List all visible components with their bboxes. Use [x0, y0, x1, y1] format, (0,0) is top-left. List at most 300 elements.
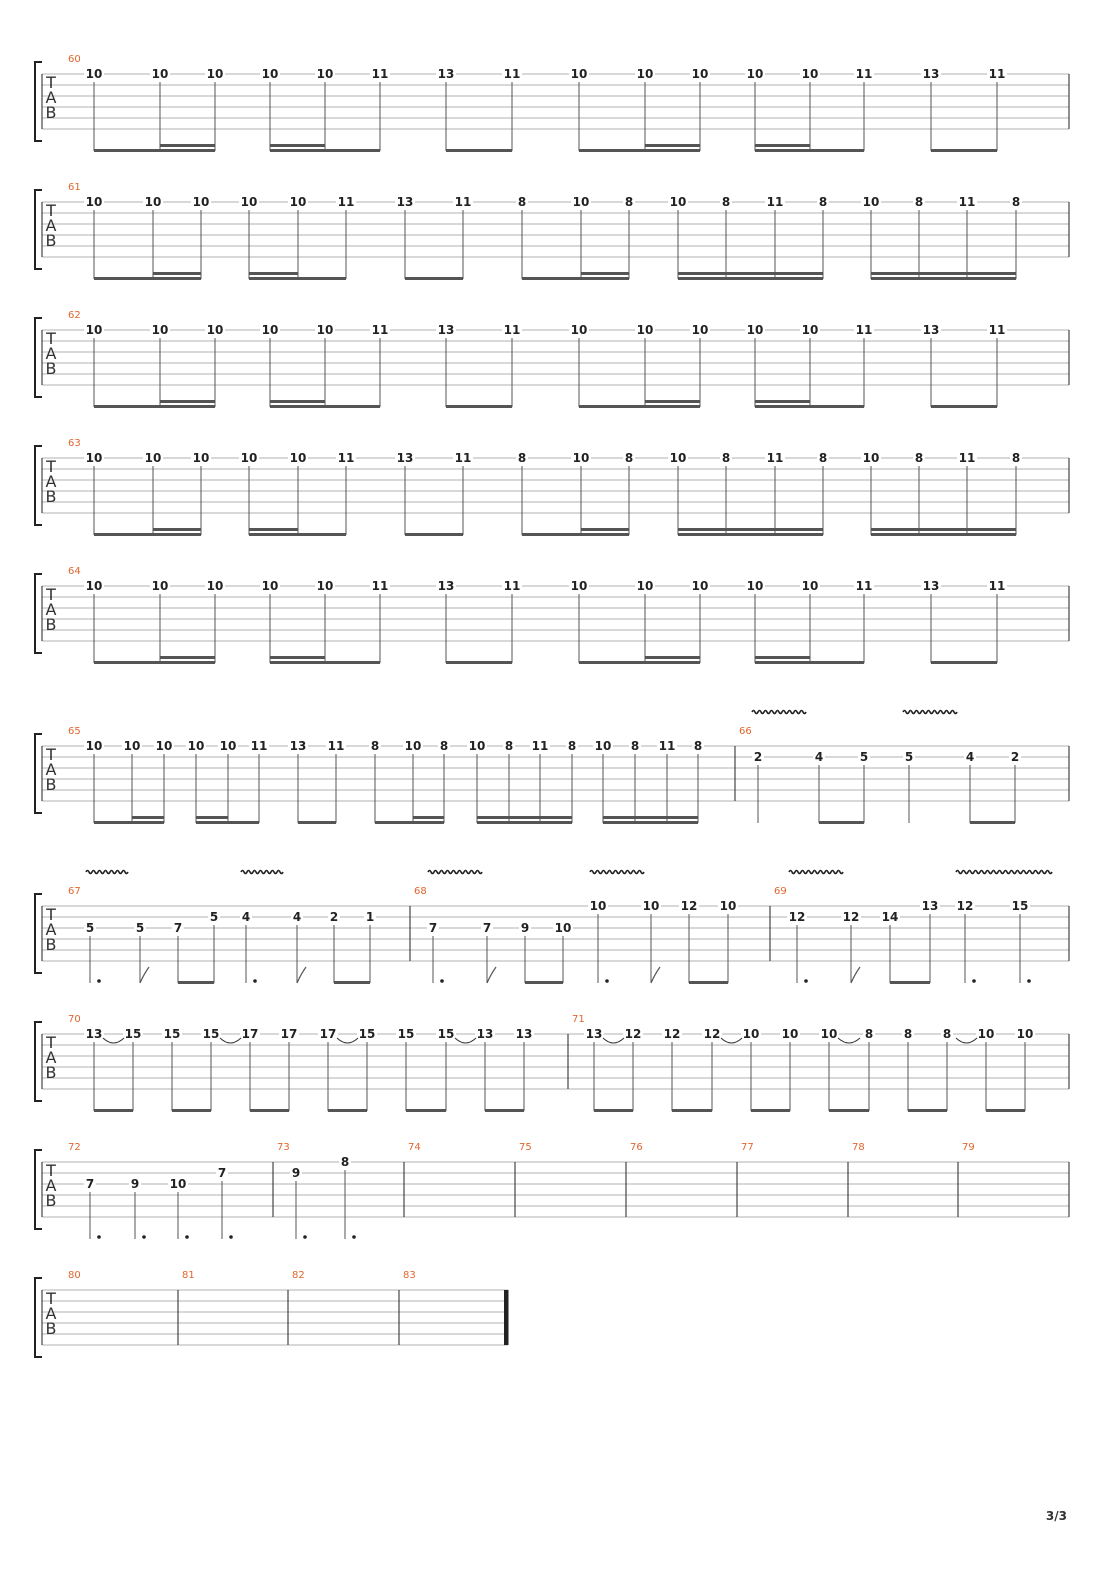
tie-arc	[838, 1038, 860, 1043]
beam	[579, 661, 700, 664]
beam	[153, 528, 201, 531]
beam	[249, 277, 346, 280]
fret-number: 8	[624, 195, 634, 209]
beam	[94, 661, 215, 664]
fret-number: 10	[85, 451, 103, 465]
measure-number: 61	[68, 182, 81, 193]
beam	[270, 400, 325, 403]
fret-number: 12	[663, 1027, 681, 1041]
tie-arc	[603, 1038, 624, 1043]
fret-number: 10	[746, 323, 764, 337]
beam	[678, 277, 823, 280]
fret-number: 10	[669, 451, 687, 465]
tab-clef-letter: T	[46, 457, 56, 476]
system-bracket	[35, 1150, 42, 1229]
fret-number: 10	[240, 195, 258, 209]
fret-number: 9	[520, 921, 530, 935]
fret-number: 10	[589, 899, 607, 913]
fret-number: 10	[261, 67, 279, 81]
fret-number: 17	[280, 1027, 298, 1041]
tab-clef-letter: T	[46, 73, 56, 92]
beam	[931, 405, 997, 408]
measure-number: 81	[182, 1270, 195, 1281]
dot	[97, 1235, 101, 1239]
dot	[253, 979, 257, 983]
tab-system	[35, 1022, 1069, 1112]
fret-number: 10	[801, 579, 819, 593]
measure-number: 63	[68, 438, 81, 449]
fret-number: 10	[123, 739, 141, 753]
fret-number: 10	[85, 195, 103, 209]
fret-number: 5	[904, 750, 914, 764]
fret-number: 8	[903, 1027, 913, 1041]
beam	[196, 816, 228, 819]
fret-number: 2	[329, 910, 339, 924]
fret-number: 7	[217, 1166, 227, 1180]
measure-number: 78	[852, 1142, 865, 1153]
fret-number: 5	[209, 910, 219, 924]
fret-number: 13	[922, 579, 940, 593]
beam	[249, 533, 346, 536]
flag	[487, 967, 496, 983]
fret-number: 11	[988, 323, 1006, 337]
vibrato-mark	[86, 871, 128, 874]
measure-number: 69	[774, 886, 787, 897]
dot	[97, 979, 101, 983]
beam	[755, 144, 810, 147]
fret-number: 13	[922, 67, 940, 81]
fret-number: 8	[721, 195, 731, 209]
fret-number: 11	[454, 451, 472, 465]
tie-arc	[721, 1038, 742, 1043]
flag	[297, 967, 306, 983]
fret-number: 10	[746, 67, 764, 81]
beam	[755, 656, 810, 659]
vibrato-mark	[789, 871, 843, 874]
measure-number: 82	[292, 1270, 305, 1281]
fret-number: 10	[781, 1027, 799, 1041]
fret-number: 10	[862, 195, 880, 209]
beam	[890, 981, 930, 984]
system-bracket	[35, 62, 42, 141]
fret-number: 12	[956, 899, 974, 913]
beam	[581, 272, 629, 275]
fret-number: 10	[192, 195, 210, 209]
beam	[446, 661, 512, 664]
tie-arc	[956, 1038, 977, 1043]
measure-number: 76	[630, 1142, 643, 1153]
fret-number: 10	[169, 1177, 187, 1191]
fret-number: 10	[570, 67, 588, 81]
fret-number: 10	[746, 579, 764, 593]
tab-system	[35, 711, 1069, 825]
tab-system	[35, 1278, 508, 1357]
fret-number: 5	[135, 921, 145, 935]
fret-number: 10	[192, 451, 210, 465]
tab-clef-letter: A	[45, 920, 57, 939]
fret-number: 12	[680, 899, 698, 913]
fret-number: 2	[753, 750, 763, 764]
fret-number: 9	[130, 1177, 140, 1191]
beam	[249, 528, 298, 531]
beam	[603, 816, 698, 819]
fret-number: 11	[958, 195, 976, 209]
beam	[689, 981, 728, 984]
fret-number: 11	[988, 579, 1006, 593]
fret-number: 8	[624, 451, 634, 465]
tab-clef-letter: T	[46, 585, 56, 604]
beam	[153, 272, 201, 275]
tab-clef-letter: T	[46, 905, 56, 924]
beam	[678, 528, 823, 531]
tab-clef-letter: B	[45, 1063, 57, 1082]
fret-number: 10	[404, 739, 422, 753]
tab-clef-letter: B	[45, 1319, 57, 1338]
measure-number: 68	[414, 886, 427, 897]
fret-number: 2	[1010, 750, 1020, 764]
system-bracket	[35, 894, 42, 973]
fret-number: 5	[85, 921, 95, 935]
beam	[581, 528, 629, 531]
fret-number: 9	[291, 1166, 301, 1180]
fret-number: 13	[922, 323, 940, 337]
flag	[851, 967, 860, 983]
beam	[250, 1109, 289, 1112]
fret-number: 7	[428, 921, 438, 935]
fret-number: 7	[173, 921, 183, 935]
beam	[871, 533, 1016, 536]
fret-number: 10	[642, 899, 660, 913]
fret-number: 13	[585, 1027, 603, 1041]
tab-clef-letter: A	[45, 600, 57, 619]
fret-number: 10	[862, 451, 880, 465]
fret-number: 15	[1011, 899, 1029, 913]
measure-number: 74	[408, 1142, 421, 1153]
measure-number: 79	[962, 1142, 975, 1153]
tab-system	[35, 871, 1069, 985]
fret-number: 10	[977, 1027, 995, 1041]
fret-number: 8	[914, 451, 924, 465]
fret-number: 10	[742, 1027, 760, 1041]
tab-system	[35, 574, 1069, 664]
fret-number: 15	[202, 1027, 220, 1041]
fret-number: 12	[703, 1027, 721, 1041]
fret-number: 10	[151, 579, 169, 593]
dot	[1027, 979, 1031, 983]
fret-number: 11	[503, 323, 521, 337]
beam	[298, 821, 336, 824]
fret-number: 8	[818, 195, 828, 209]
fret-number: 5	[859, 750, 869, 764]
beam	[645, 656, 700, 659]
fret-number: 4	[814, 750, 824, 764]
fret-number: 10	[719, 899, 737, 913]
system-bracket	[35, 734, 42, 813]
fret-number: 11	[958, 451, 976, 465]
beam	[405, 277, 463, 280]
fret-number: 13	[396, 195, 414, 209]
tab-clef-letter: B	[45, 231, 57, 250]
tab-clef-letter: A	[45, 1176, 57, 1195]
fret-number: 4	[241, 910, 251, 924]
fret-number: 15	[397, 1027, 415, 1041]
vibrato-mark	[428, 871, 482, 874]
tie-arc	[337, 1038, 358, 1043]
measure-number: 72	[68, 1142, 81, 1153]
fret-number: 13	[396, 451, 414, 465]
fret-number: 13	[515, 1027, 533, 1041]
fret-number: 10	[85, 579, 103, 593]
beam	[406, 1109, 446, 1112]
beam	[678, 272, 823, 275]
fret-number: 8	[693, 739, 703, 753]
beam	[270, 656, 325, 659]
beam	[829, 1109, 869, 1112]
beam	[525, 981, 563, 984]
beam	[270, 661, 380, 664]
fret-number: 11	[855, 579, 873, 593]
measure-number: 71	[572, 1014, 585, 1025]
beam	[94, 533, 201, 536]
fret-number: 10	[669, 195, 687, 209]
measure-number: 64	[68, 566, 81, 577]
fret-number: 17	[319, 1027, 337, 1041]
tab-clef-letter: A	[45, 472, 57, 491]
fret-number: 13	[921, 899, 939, 913]
fret-number: 10	[468, 739, 486, 753]
fret-number: 10	[570, 579, 588, 593]
fret-number: 10	[151, 67, 169, 81]
fret-number: 10	[85, 323, 103, 337]
tab-clef-letter: T	[46, 329, 56, 348]
fret-number: 13	[437, 67, 455, 81]
fret-number: 14	[881, 910, 899, 924]
beam	[672, 1109, 712, 1112]
dot	[440, 979, 444, 983]
dot	[972, 979, 976, 983]
fret-number: 8	[818, 451, 828, 465]
page-number: 3/3	[1045, 1509, 1067, 1523]
beam	[755, 405, 864, 408]
system-bracket	[35, 1278, 42, 1357]
beam	[94, 405, 215, 408]
fret-number: 10	[572, 195, 590, 209]
tab-clef-letter: A	[45, 1048, 57, 1067]
fret-number: 11	[766, 195, 784, 209]
vibrato-mark	[956, 871, 1052, 874]
dot	[352, 1235, 356, 1239]
beam	[819, 821, 864, 824]
tab-clef-letter: T	[46, 201, 56, 220]
tie-arc	[103, 1038, 124, 1043]
tie-arc	[220, 1038, 241, 1043]
fret-number: 8	[517, 451, 527, 465]
final-barline	[504, 1290, 508, 1345]
vibrato-mark	[590, 871, 644, 874]
beam	[94, 821, 164, 824]
beam	[645, 400, 700, 403]
tie-arc	[455, 1038, 476, 1043]
fret-number: 10	[554, 921, 572, 935]
tab-clef-letter: A	[45, 88, 57, 107]
fret-number: 13	[85, 1027, 103, 1041]
beam	[477, 816, 572, 819]
beam	[270, 405, 380, 408]
system-bracket	[35, 1022, 42, 1101]
tab-clef-letter: T	[46, 1161, 56, 1180]
beam	[931, 149, 997, 152]
fret-number: 10	[691, 67, 709, 81]
fret-number: 10	[316, 579, 334, 593]
fret-number: 10	[206, 67, 224, 81]
beam	[755, 400, 810, 403]
fret-number: 10	[85, 739, 103, 753]
fret-number: 4	[292, 910, 302, 924]
fret-number: 11	[988, 67, 1006, 81]
fret-number: 11	[503, 579, 521, 593]
fret-number: 8	[630, 739, 640, 753]
beam	[645, 144, 700, 147]
fret-number: 10	[155, 739, 173, 753]
fret-number: 10	[261, 579, 279, 593]
beam	[196, 821, 259, 824]
beam	[755, 661, 864, 664]
dot	[142, 1235, 146, 1239]
beam	[413, 816, 444, 819]
vibrato-mark	[241, 871, 283, 874]
tab-system	[35, 1150, 1069, 1239]
fret-number: 8	[864, 1027, 874, 1041]
fret-number: 10	[144, 195, 162, 209]
fret-number: 10	[187, 739, 205, 753]
fret-number: 10	[316, 323, 334, 337]
fret-number: 10	[572, 451, 590, 465]
beam	[931, 661, 997, 664]
measure-number: 80	[68, 1270, 81, 1281]
fret-number: 12	[788, 910, 806, 924]
dot	[229, 1235, 233, 1239]
vibrato-mark	[752, 711, 806, 714]
fret-number: 11	[337, 195, 355, 209]
fret-number: 17	[241, 1027, 259, 1041]
fret-number: 10	[206, 579, 224, 593]
beam	[986, 1109, 1025, 1112]
tab-clef-letter: B	[45, 1191, 57, 1210]
measure-number: 60	[68, 54, 81, 65]
beam	[94, 1109, 133, 1112]
measure-number: 75	[519, 1142, 532, 1153]
fret-number: 10	[219, 739, 237, 753]
tab-clef-letter: A	[45, 344, 57, 363]
beam	[603, 821, 698, 824]
beam	[334, 981, 370, 984]
fret-number: 10	[636, 579, 654, 593]
fret-number: 13	[437, 323, 455, 337]
tab-clef-letter: B	[45, 615, 57, 634]
fret-number: 4	[965, 750, 975, 764]
beam	[446, 149, 512, 152]
tab-clef-letter: A	[45, 216, 57, 235]
measure-number: 73	[277, 1142, 290, 1153]
fret-number: 10	[570, 323, 588, 337]
fret-number: 11	[250, 739, 268, 753]
fret-number: 10	[801, 323, 819, 337]
dot	[804, 979, 808, 983]
fret-number: 10	[289, 451, 307, 465]
fret-number: 11	[531, 739, 549, 753]
fret-number: 13	[437, 579, 455, 593]
beam	[755, 149, 864, 152]
fret-number: 8	[942, 1027, 952, 1041]
measure-number: 62	[68, 310, 81, 321]
fret-number: 15	[124, 1027, 142, 1041]
beam	[871, 528, 1016, 531]
measure-number: 77	[741, 1142, 754, 1153]
fret-number: 12	[624, 1027, 642, 1041]
fret-number: 11	[337, 451, 355, 465]
system-bracket	[35, 446, 42, 525]
fret-number: 11	[371, 67, 389, 81]
beam	[94, 277, 201, 280]
measure-number: 70	[68, 1014, 81, 1025]
fret-number: 11	[454, 195, 472, 209]
tab-clef-letter: B	[45, 103, 57, 122]
tab-system	[35, 62, 1069, 152]
beam	[172, 1109, 211, 1112]
fret-number: 13	[476, 1027, 494, 1041]
fret-number: 10	[261, 323, 279, 337]
beam	[160, 144, 215, 147]
beam	[678, 533, 823, 536]
fret-number: 8	[1011, 195, 1021, 209]
fret-number: 10	[636, 323, 654, 337]
fret-number: 13	[289, 739, 307, 753]
fret-number: 10	[691, 323, 709, 337]
tab-clef-letter: A	[45, 760, 57, 779]
fret-number: 11	[658, 739, 676, 753]
fret-number: 10	[206, 323, 224, 337]
fret-number: 10	[144, 451, 162, 465]
beam	[132, 816, 164, 819]
measure-number: 83	[403, 1270, 416, 1281]
fret-number: 15	[358, 1027, 376, 1041]
tab-clef-letter: A	[45, 1304, 57, 1323]
tab-clef-letter: B	[45, 487, 57, 506]
beam	[522, 533, 629, 536]
fret-number: 10	[1016, 1027, 1034, 1041]
tab-clef-letter: B	[45, 359, 57, 378]
beam	[871, 277, 1016, 280]
fret-number: 8	[721, 451, 731, 465]
system-bracket	[35, 574, 42, 653]
fret-number: 10	[151, 323, 169, 337]
fret-number: 8	[914, 195, 924, 209]
tab-clef-letter: B	[45, 935, 57, 954]
fret-number: 8	[439, 739, 449, 753]
beam	[522, 277, 629, 280]
beam	[94, 149, 215, 152]
fret-number: 11	[766, 451, 784, 465]
beam	[249, 272, 298, 275]
beam	[160, 656, 215, 659]
system-bracket	[35, 318, 42, 397]
measure-number: 66	[739, 726, 752, 737]
beam	[477, 821, 572, 824]
fret-number: 8	[340, 1155, 350, 1169]
fret-number: 12	[842, 910, 860, 924]
tab-clef-letter: B	[45, 775, 57, 794]
fret-number: 10	[691, 579, 709, 593]
